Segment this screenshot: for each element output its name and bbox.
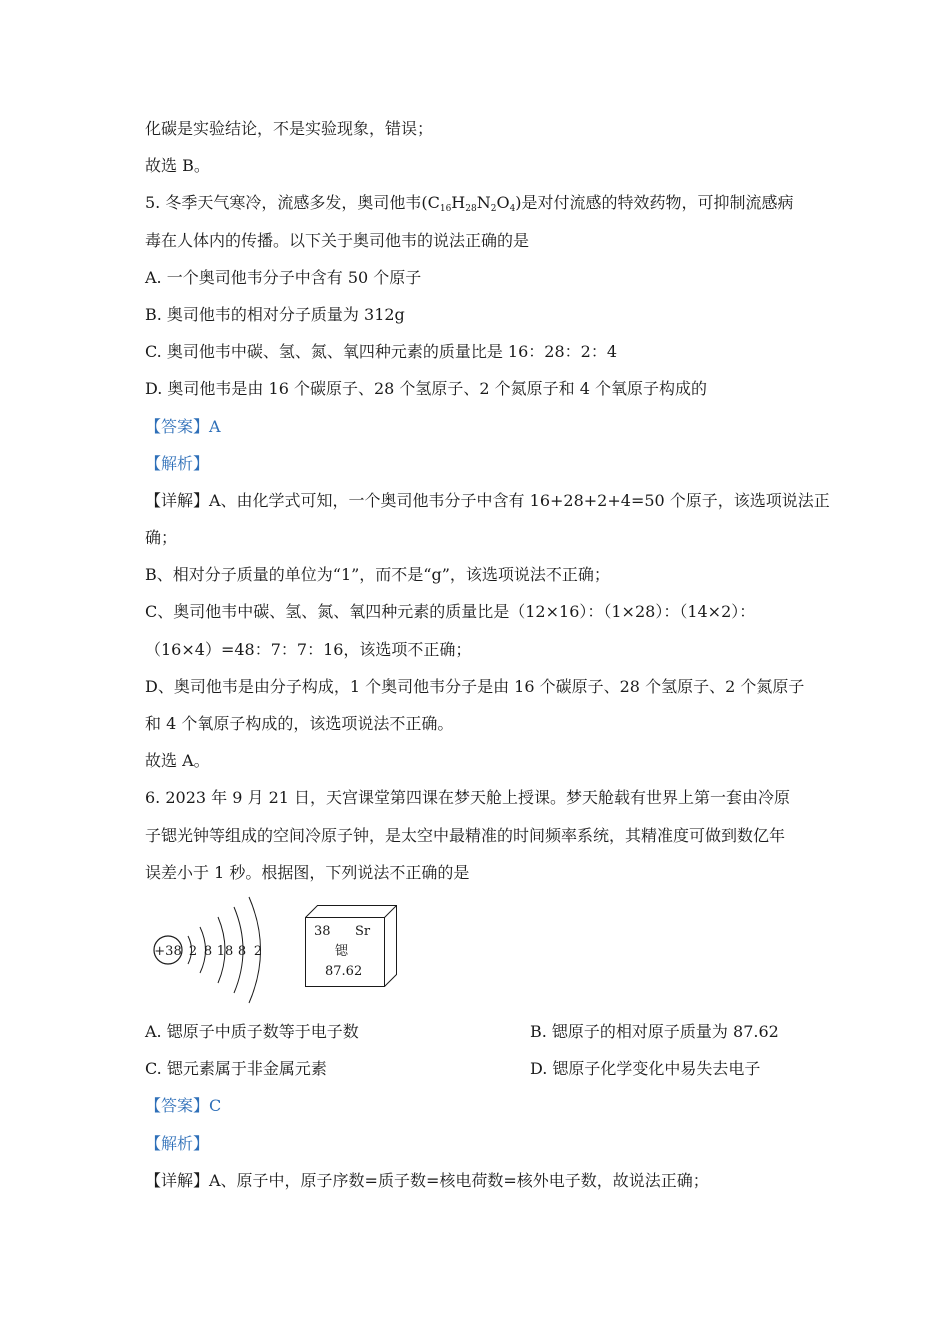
strontium-figure (145, 893, 810, 1011)
nucleus-charge: +38 (154, 943, 182, 959)
question-6-stem: 子锶光钟等组成的空间冷原子钟，是太空中最精准的时间频率系统，其精准度可做到数亿年 (145, 825, 786, 845)
options-row (145, 1058, 810, 1080)
option-b: B. 锶原子的相对原子质量为 87.62 (530, 1021, 779, 1041)
analysis-label: 【解析】 (145, 453, 210, 473)
explanation-line: 【详解】A、由化学式可知，一个奥司他韦分子中含有 16+28+2+4=50 个原子，该选项说法正 (145, 490, 830, 510)
explanation-line: 确； (145, 528, 178, 548)
question-6-stem: 6. 2023 年 9 月 21 日，天宫课堂第四课在梦天舱上授课。梦天舱载有世界上第一套由冷原 (145, 788, 791, 808)
option-a: A. 锶原子中质子数等于电子数 (145, 1021, 359, 1041)
option-d: D. 奥司他韦是由 16 个碳原子、28 个氢原子、2 个氮原子和 4 个氧原子构成的 (145, 379, 708, 399)
explanation-line: C、奥司他韦中碳、氢、氮、氧四种元素的质量比是（12×16）：（1×28）：（14×2）： (145, 602, 756, 622)
option-d: D. 锶原子化学变化中易失去电子 (530, 1059, 761, 1079)
document-page (145, 118, 830, 1207)
option-c: C. 奥司他韦中碳、氢、氮、氧四种元素的质量比是 16：28：2：4 (145, 342, 618, 362)
text-line: 故选 B。 (145, 156, 210, 176)
atomic-number: 38 (314, 923, 331, 939)
atomic-mass: 87.62 (325, 963, 363, 979)
explanation-line: （16×4）=48：7：7：16，该选项不正确； (145, 639, 472, 659)
option-a: A. 一个奥司他韦分子中含有 50 个原子 (145, 267, 422, 287)
shell-electron-count: 18 (216, 943, 234, 959)
option-b: B. 奥司他韦的相对分子质量为 312g (145, 304, 405, 324)
explanation-line: B、相对分子质量的单位为“1”，而不是“g”，该选项说法不正确； (145, 565, 610, 585)
analysis-label: 【解析】 (145, 1133, 210, 1153)
options-row (145, 1021, 810, 1043)
option-c: C. 锶元素属于非金属元素 (145, 1059, 327, 1079)
element-symbol: Sr (355, 923, 371, 939)
element-card (305, 905, 397, 991)
question-5-stem: 毒在人体内的传播。以下关于奥司他韦的说法正确的是 (145, 230, 530, 250)
question-6-stem: 误差小于 1 秒。根据图，下列说法不正确的是 (145, 862, 470, 882)
atom-structure-diagram (145, 893, 285, 1011)
explanation-line: 故选 A。 (145, 751, 210, 771)
answer-label: 【答案】A (145, 416, 221, 436)
answer-label: 【答案】C (145, 1096, 222, 1116)
explanation-line: D、奥司他韦是由分子构成，1 个奥司他韦分子是由 16 个碳原子、28 个氢原子、2 个氮原子 (145, 676, 805, 696)
explanation-line: 【详解】A、原子中，原子序数=质子数=核电荷数=核外电子数，故说法正确； (145, 1170, 709, 1190)
question-5-stem: 5. 冬季天气寒冷，流感多发，奥司他韦$(C_{16}H_{28}N_2O_4)$是对付流感的特效药物，可抑制流感病 (145, 193, 794, 215)
shell-electron-count: 2 (188, 943, 198, 959)
shell-electron-count: 2 (253, 943, 263, 959)
explanation-line: 和 4 个氧原子构成的，该选项说法不正确。 (145, 714, 454, 733)
text-line: 化碳是实验结论，不是实验现象，错误； (145, 119, 434, 138)
shell-electron-count: 8 (237, 943, 247, 959)
element-name: 锶 (335, 943, 349, 959)
shell-electron-count: 8 (203, 943, 213, 959)
